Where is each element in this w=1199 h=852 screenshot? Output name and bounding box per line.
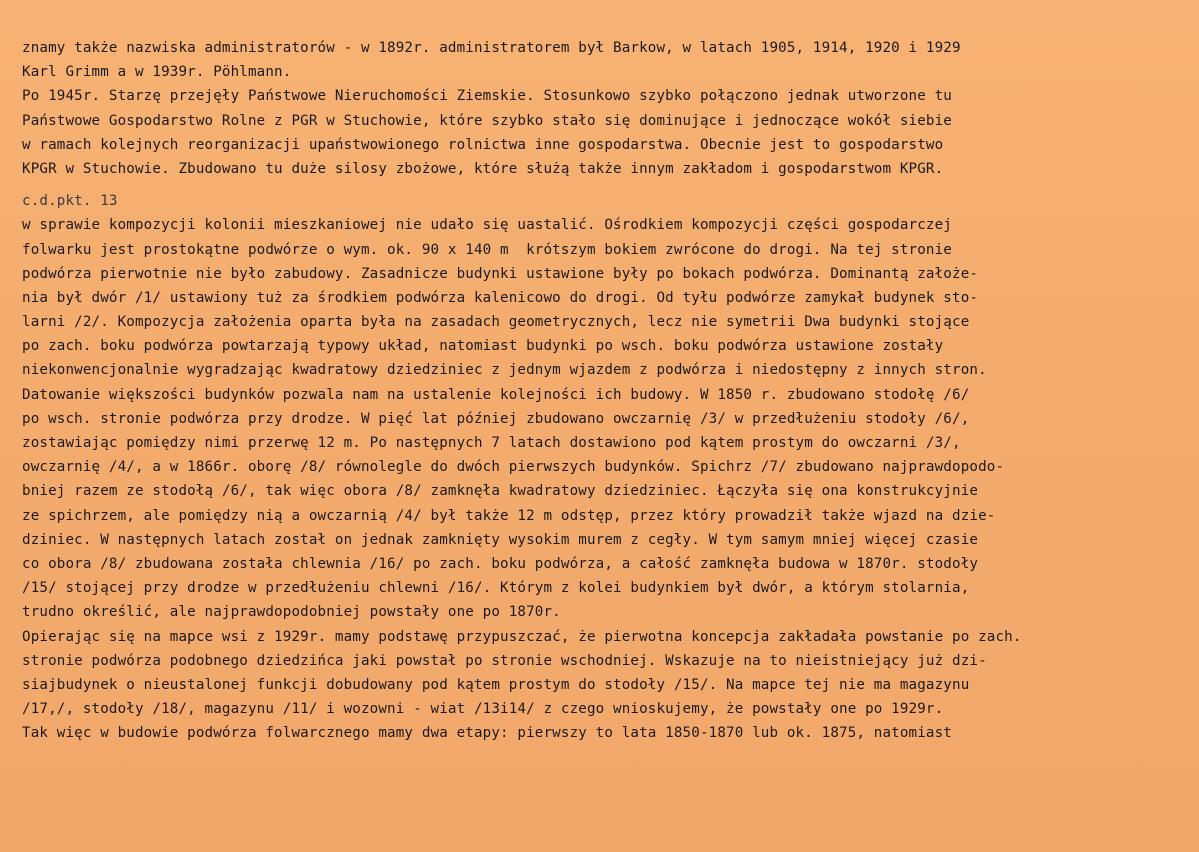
text-line: dziniec. W następnych latach został on jednak zamknięty wysokim murem z cegły. W tym samym mniej więcej czasie bbox=[22, 531, 979, 548]
text-line: ze spichrzem, ale pomiędzy nią a owczarnią /4/ był także 12 m odstęp, przez który prowadził także wjazd na dzie- bbox=[22, 507, 996, 524]
section-label: c.d.pkt. 13 bbox=[22, 193, 118, 210]
text-line: Datowanie większości budynków pozwala nam na ustalenie kolejności ich budowy. W 1850 r. zbudowano stodołę /6/ bbox=[22, 386, 970, 403]
text-line: Po 1945r. Starzę przejęły Państwowe Nieruchomości Ziemskie. Stosunkowo szybko połączono jednak utworzone tu bbox=[22, 88, 953, 105]
text-line: Opierając się na mapce wsi z 1929r. mamy podstawę przypuszczać, że pierwotna koncepcja zakładała powstanie po zach. bbox=[22, 628, 1022, 645]
paragraph-post-1945 bbox=[22, 84, 1179, 181]
paragraph-administrators bbox=[22, 36, 1179, 84]
paragraph-composition bbox=[22, 213, 1179, 624]
text-line: larni /2/. Kompozycja założenia oparta była na zasadach geometrycznych, lecz nie symetrii Dwa budynki stojące bbox=[22, 314, 970, 331]
text-line: Państwowe Gospodarstwo Rolne z PGR w Stuchowie, które szybko stało się dominujące i jednoczące wokół siebie bbox=[22, 112, 953, 129]
text-line: co obora /8/ zbudowana została chlewnia /16/ po zach. boku podwórza, a całość zamknęła budowa w 1870r. stodoły bbox=[22, 555, 979, 572]
text-line: /15/ stojącej przy drodze w przedłużeniu chlewni /16/. Którym z kolei budynkiem był dwór, a którym stolarnia, bbox=[22, 580, 970, 597]
text-line: niekonwencjonalnie wygradzając kwadratowy dziedziniec z jednym wjazdem z podwórza i niedostępny z innych stron. bbox=[22, 362, 987, 379]
text-line: zostawiając pomiędzy nimi przerwę 12 m. Po następnych 7 latach dostawiono pod kątem prostym do owczarni /3/, bbox=[22, 435, 961, 451]
text-line: stronie podwórza podobnego dziedzińca jaki powstał po stronie wschodniej. Wskazuje na to nieistniejący już dzi- bbox=[22, 652, 987, 669]
text-line: folwarku jest prostokątne podwórze o wym. ok. 90 x 140 m krótszym bokiem zwrócone do drogi. Na tej stronie bbox=[22, 241, 953, 258]
text-line: w sprawie kompozycji kolonii mieszkaniowej nie udało się uastalić. Ośrodkiem kompozycji części gospodarczej bbox=[22, 217, 953, 234]
text-line: po wsch. stronie podwórza przy drodze. W pięć lat później zbudowano owczarnię /3/ w przedłużeniu stodoły /6/, bbox=[22, 410, 970, 427]
text-line: bniej razem ze stodołą /6/, tak więc obora /8/ zamknęła kwadratowy dziedziniec. Łączyła się ona konstrukcyjnie bbox=[22, 483, 979, 500]
text-line: w ramach kolejnych reorganizacji upaństwowionego rolnictwa inne gospodarstwa. Obecnie jest to gospodarstwo bbox=[22, 136, 944, 153]
text-line: Tak więc w budowie podwórza folwarcznego mamy dwa etapy: pierwszy to lata 1850-1870 lub ok. 1875, natomiast bbox=[22, 725, 953, 742]
text-line: trudno określić, ale najprawdopodobniej powstały one po 1870r. bbox=[22, 604, 561, 621]
text-line: podwórza pierwotnie nie było zabudowy. Zasadnicze budynki ustawione były po bokach podwórza. Dominantą założe- bbox=[22, 265, 979, 282]
text-line: /17,/, stodoły /18/, magazynu /11/ i wozowni - wiat /13i14/ z czego wnioskujemy, że powstały one po 1929r. bbox=[22, 701, 944, 718]
text-line: owczarnię /4/, a w 1866r. oborę /8/ równolegle do dwóch pierwszych budynków. Spichrz /7/ zbudowano najprawdopodo- bbox=[22, 459, 1005, 476]
text-line: po zach. boku podwórza powtarzają typowy układ, natomiast budynki po wsch. boku podwórza ustawione zostały bbox=[22, 338, 944, 355]
paragraph-gap bbox=[22, 181, 1179, 189]
text-line: Karl Grimm a w 1939r. Pöhlmann. bbox=[22, 64, 292, 81]
text-line: siajbudynek o nieustalonej funkcji dobudowany pod kątem prostym do stodoły /15/. Na mapce tej nie ma magazynu bbox=[22, 676, 970, 693]
text-line: nia był dwór /1/ ustawiony tuż za środkiem podwórza kalenicowo do drogi. Od tyłu podwórze zamykał budynek sto- bbox=[22, 289, 979, 306]
text-line: KPGR w Stuchowie. Zbudowano tu duże silosy zbożowe, które służą także innym zakładom i gospodarstwom KPGR. bbox=[22, 160, 944, 177]
paragraph-map-1929 bbox=[22, 625, 1179, 746]
text-line: znamy także nazwiska administratorów - w 1892r. administratorem był Barkow, w latach 1905, 1914, 1920 i 1929 bbox=[22, 40, 961, 56]
